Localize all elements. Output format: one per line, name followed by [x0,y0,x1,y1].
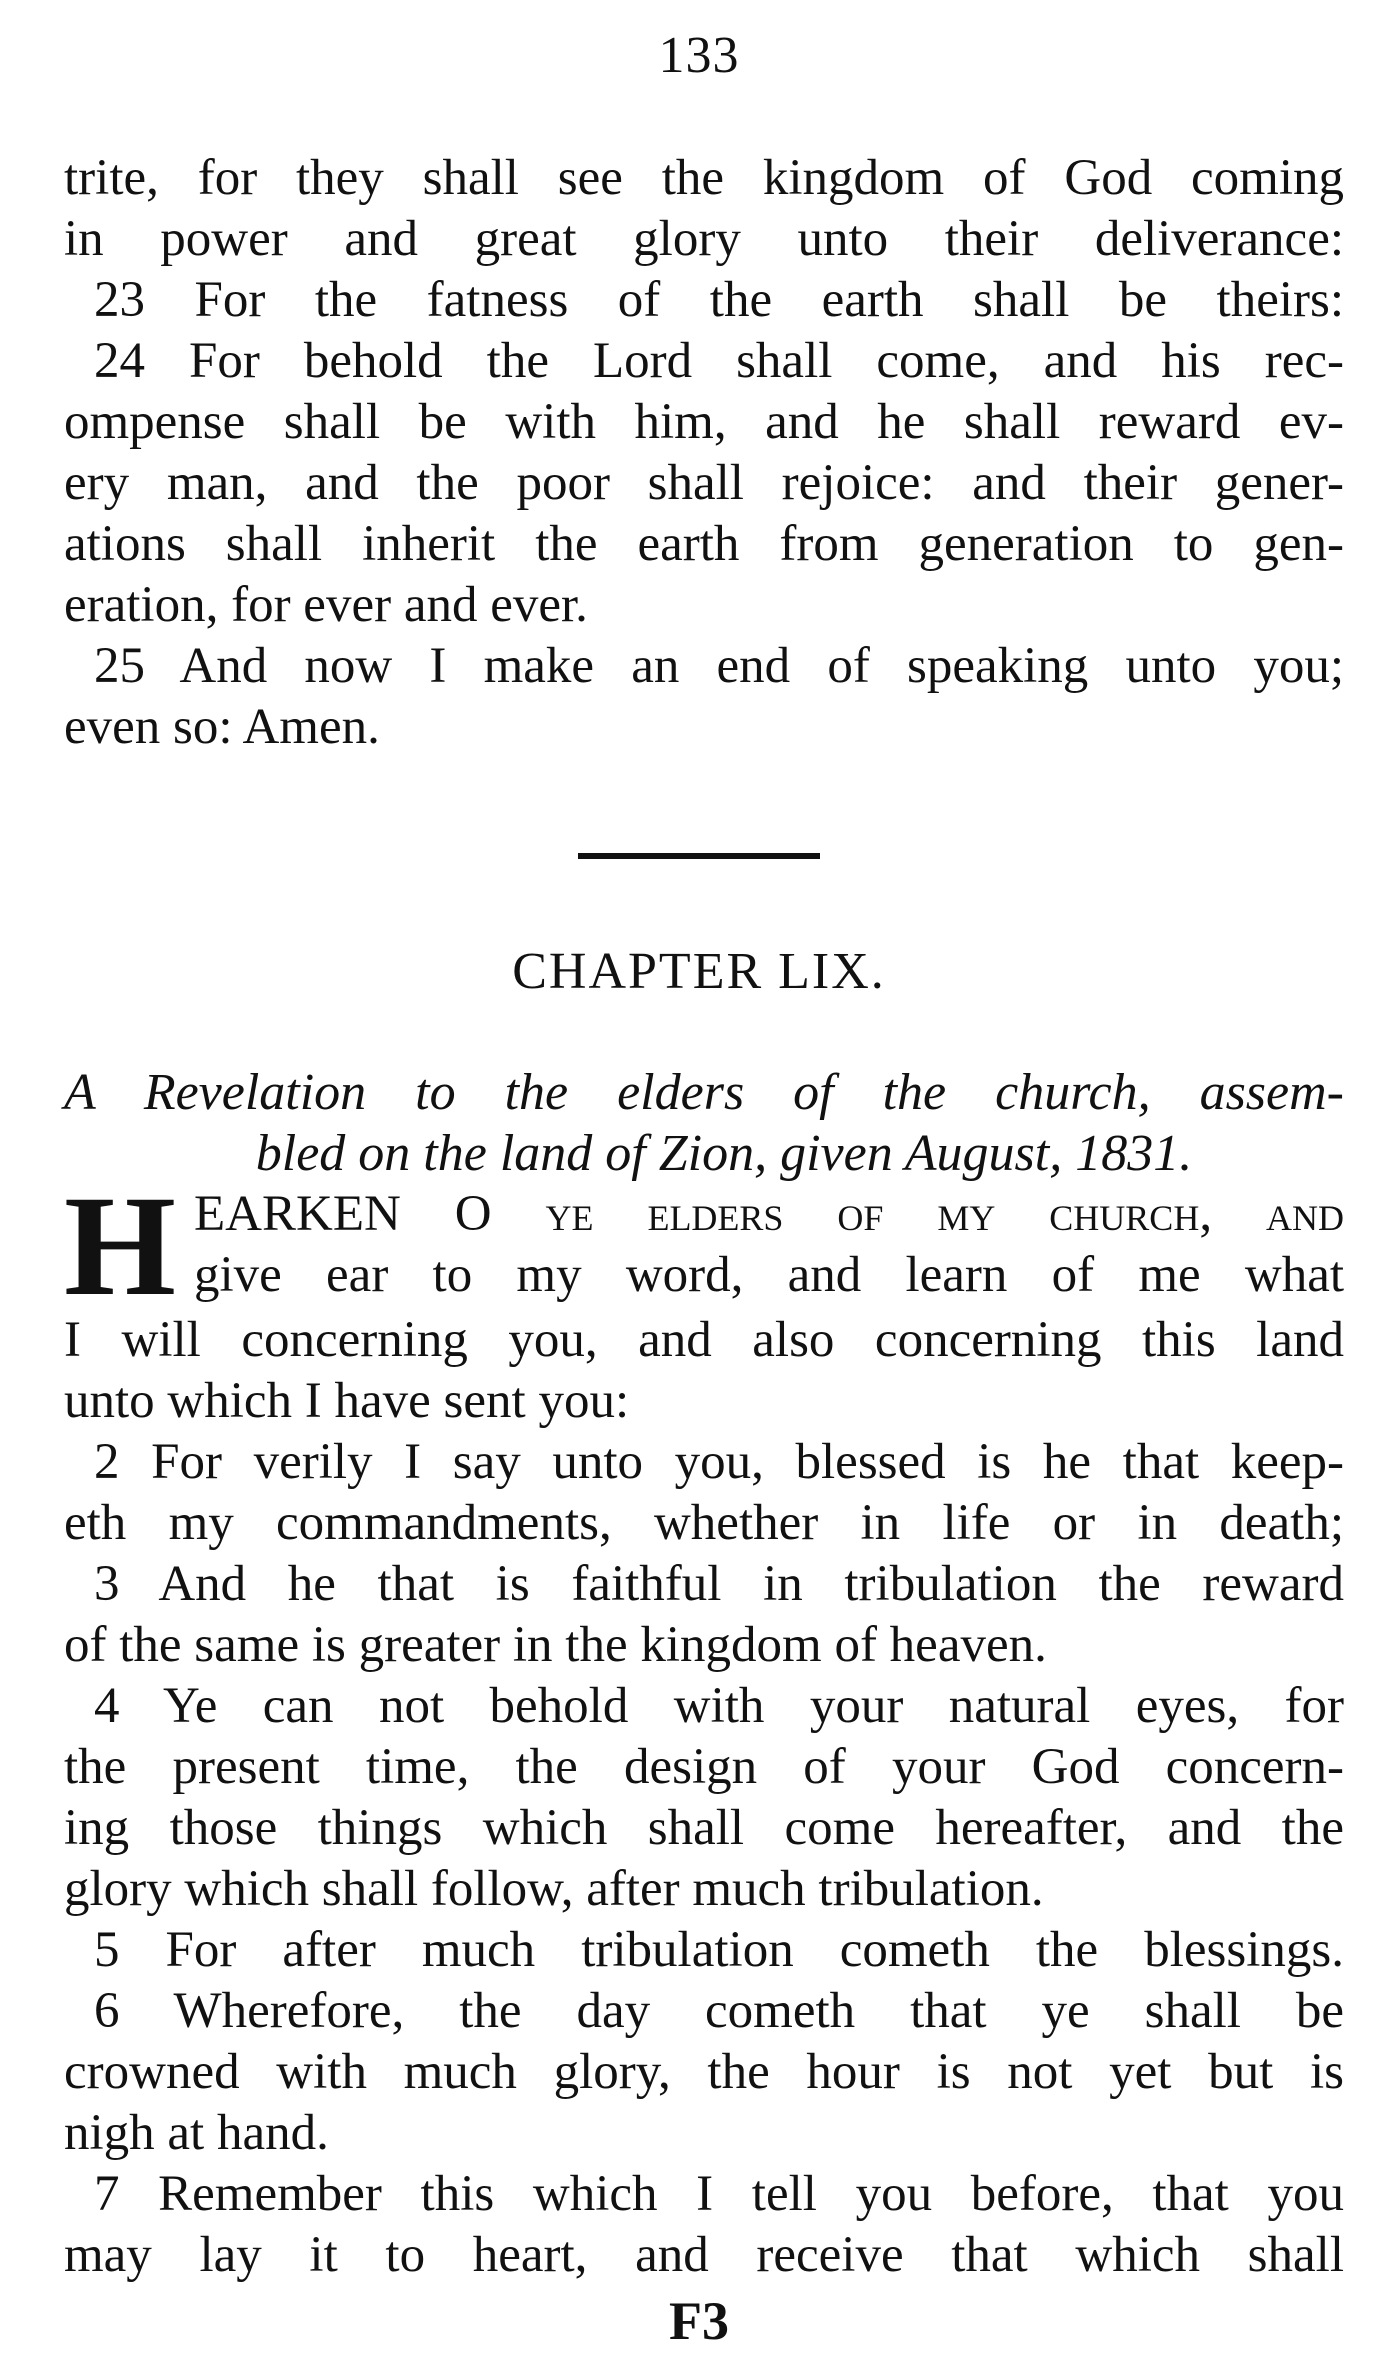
chapter-heading: CHAPTER LIX. [512,943,886,1000]
text-line: ing those things which shall come hereafter, and the [64,1800,1344,1856]
verse-7: 7 Remember this which I tell you before, that you [94,2166,1344,2222]
previous-chapter-ending [64,148,1344,758]
text-line: glory which shall follow, after much tribulation. [64,1861,1044,1917]
verse-23: 23 For the fatness of the earth shall be theirs: [94,272,1344,328]
page-number: 133 [658,27,740,84]
text-line: ations shall inherit the earth from generation to gen- [64,516,1344,572]
text-line: crowned with much glory, the hour is not yet but is [64,2044,1344,2100]
chapter-summary [64,1062,1344,1184]
verse-3: 3 And he that is faithful in tribulation the reward [94,1556,1344,1612]
text-line: may lay it to heart, and receive that which shall [64,2227,1344,2283]
text-line: ompense shall be with him, and he shall reward ev- [64,394,1344,450]
text-line: eration, for ever and ever. [64,577,588,633]
text-line: of the same is greater in the kingdom of heaven. [64,1617,1047,1673]
text-line: unto which I have sent you: [64,1373,630,1429]
verse-6: 6 Wherefore, the day cometh that ye shall be [94,1983,1344,2039]
summary-line: bled on the land of Zion, given August, 1831. [255,1125,1193,1182]
section-divider [578,853,820,859]
verse-5: 5 For after much tribulation cometh the blessings. [94,1922,1344,1978]
opening-line: EARKEN O ye elders of my church, and [194,1186,1344,1242]
text-line: trite, for they shall see the kingdom of God coming [64,150,1344,206]
chapter-body [64,1167,1344,2286]
text-line: eth my commandments, whether in life or in death; [64,1495,1344,1551]
verse-24: 24 For behold the Lord shall come, and his rec- [94,333,1344,389]
verse-2: 2 For verily I say unto you, blessed is he that keep- [94,1434,1344,1490]
verse-25: 25 And now I make an end of speaking unto you; [94,638,1344,694]
text-line: the present time, the design of your God concern- [64,1739,1344,1795]
text-line: in power and great glory unto their deliverance: [64,211,1344,267]
text-line: nigh at hand. [64,2105,329,2161]
drop-cap: H [64,1167,177,1326]
text-line: give ear to my word, and learn of me what [194,1247,1344,1303]
text-line: I will concerning you, and also concerning this land [64,1312,1344,1368]
verse-4: 4 Ye can not behold with your natural eyes, for [94,1678,1344,1734]
text-line: ery man, and the poor shall rejoice: and their gener- [64,455,1344,511]
signature-mark: F3 [669,2291,729,2351]
summary-line: A Revelation to the elders of the church, assem- [64,1064,1344,1121]
text-line: even so: Amen. [64,699,380,755]
